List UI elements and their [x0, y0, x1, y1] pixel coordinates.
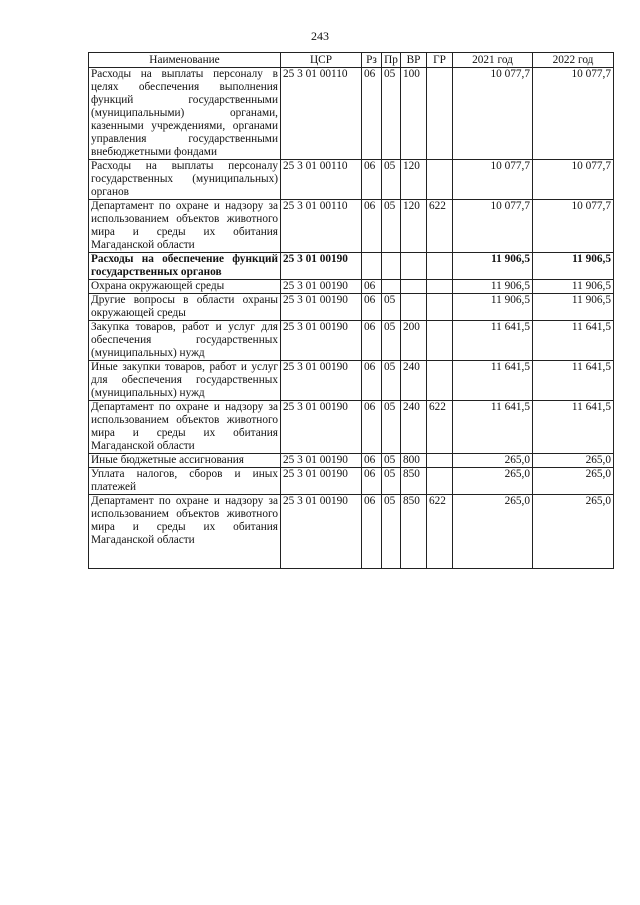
row-name: Департамент по охране и надзору за использованием объектов животного мира и среды их обитания Магаданской области — [89, 200, 281, 253]
table-row — [89, 468, 614, 495]
row-2022: 10 077,7 — [533, 68, 614, 160]
row-2022: 11 906,5 — [533, 294, 614, 321]
row-pr: 05 — [382, 200, 401, 253]
row-2021: 265,0 — [453, 468, 533, 495]
row-vr: 850 — [401, 495, 427, 569]
row-rz: 06 — [362, 454, 382, 468]
row-2021: 265,0 — [453, 495, 533, 569]
row-pr: 05 — [382, 454, 401, 468]
row-rz: 06 — [362, 280, 382, 294]
table-row — [89, 321, 614, 361]
row-name: Департамент по охране и надзору за использованием объектов животного мира и среды их обитания Магаданской области — [89, 401, 281, 454]
header-2022: 2022 год — [533, 53, 614, 68]
table-row — [89, 495, 614, 569]
row-rz: 06 — [362, 68, 382, 160]
row-2022: 11 641,5 — [533, 361, 614, 401]
row-2022: 11 641,5 — [533, 321, 614, 361]
row-gr — [427, 68, 453, 160]
header-name: Наименование — [89, 53, 281, 68]
row-csr: 25 3 01 00190 — [281, 280, 362, 294]
row-2021: 11 906,5 — [453, 280, 533, 294]
row-name: Закупка товаров, работ и услуг для обеспечения государственных (муниципальных) нужд — [89, 321, 281, 361]
row-gr — [427, 454, 453, 468]
table-row — [89, 200, 614, 253]
row-pr: 05 — [382, 468, 401, 495]
row-pr: 05 — [382, 361, 401, 401]
table-row — [89, 294, 614, 321]
row-2021: 11 906,5 — [453, 253, 533, 280]
row-2022: 11 641,5 — [533, 401, 614, 454]
row-vr: 100 — [401, 68, 427, 160]
row-csr: 25 3 01 00190 — [281, 468, 362, 495]
page-number: 243 — [311, 29, 329, 43]
row-rz: 06 — [362, 495, 382, 569]
row-csr: 25 3 01 00190 — [281, 401, 362, 454]
header-rz: Рз — [362, 53, 382, 68]
row-pr — [382, 253, 401, 280]
row-name: Другие вопросы в области охраны окружающей среды — [89, 294, 281, 321]
row-2021: 265,0 — [453, 454, 533, 468]
row-gr — [427, 361, 453, 401]
row-2021: 10 077,7 — [453, 160, 533, 200]
header-2021: 2021 год — [453, 53, 533, 68]
row-pr: 05 — [382, 401, 401, 454]
row-2021: 11 641,5 — [453, 321, 533, 361]
row-gr — [427, 253, 453, 280]
row-name: Расходы на выплаты персоналу в целях обеспечения выполнения функций государственными (муниципальными) органами, казенными учреждениями, органами управления государственными внебюджетными фондами — [89, 68, 281, 160]
row-pr: 05 — [382, 160, 401, 200]
row-vr: 240 — [401, 361, 427, 401]
table-row — [89, 361, 614, 401]
row-rz: 06 — [362, 401, 382, 454]
row-2022: 265,0 — [533, 454, 614, 468]
row-name: Иные закупки товаров, работ и услуг для обеспечения государственных (муниципальных) нужд — [89, 361, 281, 401]
row-rz: 06 — [362, 160, 382, 200]
row-vr: 120 — [401, 160, 427, 200]
header-csr: ЦСР — [281, 53, 362, 68]
row-name: Уплата налогов, сборов и иных платежей — [89, 468, 281, 495]
row-gr — [427, 294, 453, 321]
row-pr: 05 — [382, 321, 401, 361]
row-csr: 25 3 01 00190 — [281, 294, 362, 321]
table-row — [89, 454, 614, 468]
row-2021: 11 906,5 — [453, 294, 533, 321]
row-csr: 25 3 01 00190 — [281, 321, 362, 361]
row-csr: 25 3 01 00110 — [281, 160, 362, 200]
row-pr: 05 — [382, 495, 401, 569]
row-gr — [427, 468, 453, 495]
row-2022: 265,0 — [533, 468, 614, 495]
row-csr: 25 3 01 00190 — [281, 361, 362, 401]
table-row — [89, 280, 614, 294]
row-2021: 10 077,7 — [453, 200, 533, 253]
row-vr: 240 — [401, 401, 427, 454]
table-row — [89, 160, 614, 200]
row-name: Расходы на обеспечение функций государственных органов — [89, 253, 281, 280]
row-2021: 11 641,5 — [453, 401, 533, 454]
row-2021: 11 641,5 — [453, 361, 533, 401]
row-gr: 622 — [427, 495, 453, 569]
row-vr: 120 — [401, 200, 427, 253]
table-row — [89, 68, 614, 160]
row-csr: 25 3 01 00190 — [281, 495, 362, 569]
row-rz — [362, 253, 382, 280]
row-vr: 800 — [401, 454, 427, 468]
row-rz: 06 — [362, 294, 382, 321]
row-name: Расходы на выплаты персоналу государственных (муниципальных) органов — [89, 160, 281, 200]
header-row — [89, 53, 614, 68]
row-rz: 06 — [362, 200, 382, 253]
row-2022: 265,0 — [533, 495, 614, 569]
row-pr: 05 — [382, 294, 401, 321]
header-gr: ГР — [427, 53, 453, 68]
row-2022: 11 906,5 — [533, 253, 614, 280]
table-row — [89, 253, 614, 280]
row-name: Охрана окружающей среды — [89, 280, 281, 294]
table-row — [89, 401, 614, 454]
row-gr: 622 — [427, 200, 453, 253]
header-vr: ВР — [401, 53, 427, 68]
row-vr — [401, 280, 427, 294]
row-vr: 200 — [401, 321, 427, 361]
row-gr — [427, 280, 453, 294]
row-rz: 06 — [362, 468, 382, 495]
row-csr: 25 3 01 00110 — [281, 200, 362, 253]
row-2022: 10 077,7 — [533, 200, 614, 253]
row-pr — [382, 280, 401, 294]
row-name: Иные бюджетные ассигнования — [89, 454, 281, 468]
row-csr: 25 3 01 00110 — [281, 68, 362, 160]
row-gr — [427, 321, 453, 361]
row-vr — [401, 294, 427, 321]
row-vr: 850 — [401, 468, 427, 495]
row-csr: 25 3 01 00190 — [281, 253, 362, 280]
row-gr: 622 — [427, 401, 453, 454]
row-rz: 06 — [362, 321, 382, 361]
row-2022: 10 077,7 — [533, 160, 614, 200]
row-csr: 25 3 01 00190 — [281, 454, 362, 468]
row-vr — [401, 253, 427, 280]
row-2021: 10 077,7 — [453, 68, 533, 160]
row-rz: 06 — [362, 361, 382, 401]
row-pr: 05 — [382, 68, 401, 160]
header-pr: Пр — [382, 53, 401, 68]
row-name: Департамент по охране и надзору за использованием объектов животного мира и среды их обитания Магаданской области — [89, 495, 281, 569]
row-gr — [427, 160, 453, 200]
budget-table — [88, 52, 614, 569]
row-2022: 11 906,5 — [533, 280, 614, 294]
